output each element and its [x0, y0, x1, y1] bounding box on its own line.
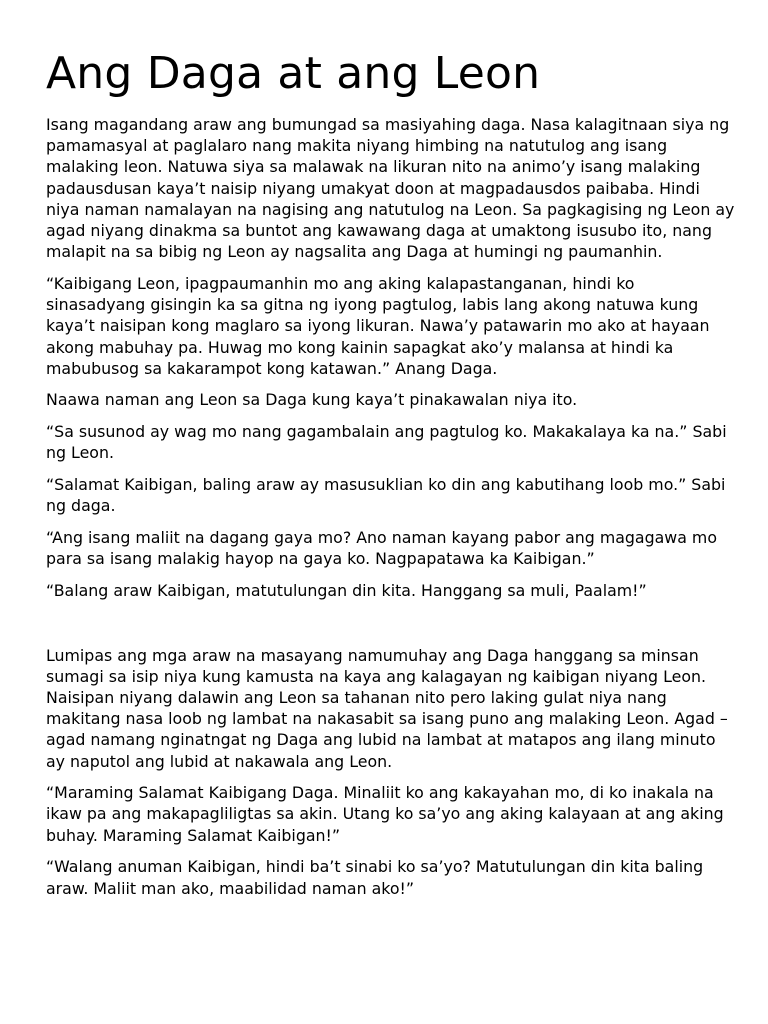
document-title: Ang Daga at ang Leon: [46, 48, 541, 99]
document-page: [46, 44, 736, 909]
paragraph-6: “Ang isang maliit na dagang gaya mo? Ano naman kayang pabor ang magagawa mo para sa isang malakig hayop na gaya ko. Nagpapatawa ka Kaibigan.”: [46, 527, 717, 569]
paragraph-7: “Balang araw Kaibigan, matutulungan din kita. Hanggang sa muli, Paalam!”: [46, 580, 647, 600]
paragraph-10: “Walang anuman Kaibigan, hindi ba’t sinabi ko sa’yo? Matutulungan din kita baling araw. Maliit man ako, maabilidad naman ako!”: [46, 857, 704, 898]
section-break: [46, 612, 736, 645]
paragraph-8: Lumipas ang mga araw na masayang namumuhay ang Daga hanggang sa minsan sumagi sa isip niya kung kamusta na kaya ang kalagayan ng kaibigan niyang Leon. Naisipan niyang dalawin ang Leon sa tahanan nito pero laking gulat niya nang makitang nasa loob ng lambat na nakasabit sa isang puno ang malaking Leon. Agad –agad namang nginatngat ng Daga ang lubid na lambat at matapos ang ilang minuto ay naputol ang lubid at nakawala ang Leon.: [46, 645, 728, 771]
paragraph-5: “Salamat Kaibigan, baling araw ay masusuklian ko din ang kabutihang loob mo.” Sabi ng daga.: [46, 475, 726, 516]
paragraph-3: Naawa naman ang Leon sa Daga kung kaya’t pinakawalan niya ito.: [46, 390, 578, 410]
paragraph-2: “Kaibigang Leon, ipagpaumanhin mo ang aking kalapastanganan, hindi ko sinasadyang gisingin ka sa gitna ng iyong pagtulog, labis lang akong natuwa kung kaya’t naisipan kong maglaro sa iyong likuran. Nawa’y patawarin mo ako at hayaan akong mabuhay pa. Huwag mo kong kainin sapagkat ako’y malansa at hindi ka mabubusog sa kakarampot kong katawan.” Anang Daga.: [46, 273, 710, 378]
paragraph-4: “Sa susunod ay wag mo nang gagambalain ang pagtulog ko. Makakalaya ka na.” Sabi ng Leon.: [46, 422, 727, 463]
paragraph-1: Isang magandang araw ang bumungad sa masiyahing daga. Nasa kalagitnaan siya ng pamamasyal at paglalaro nang makita niyang himbing na natutulog ang isang malaking leon. Natuwa siya sa malawak na likuran nito na animo’y isang malaking padausdusan kaya’t naisip niyang umakyat doon at magpadausdos paibaba. Hindi niya naman namalayan na nagising ang natutulog na Leon. Sa pagkagising ng Leon ay agad niyang dinakma sa buntot ang kawawang daga at umaktong isusubo ito, nang malapit na sa bibig ng Leon ay nagsalita ang Daga at humingi ng paumanhin.: [46, 115, 735, 262]
paragraph-9: “Maraming Salamat Kaibigang Daga. Minaliit ko ang kakayahan mo, di ko inakala na ikaw pa ang makapagliligtas sa akin. Utang ko sa’yo ang aking kalayaan at ang aking buhay. Maraming Salamat Kaibigan!”: [46, 783, 724, 845]
